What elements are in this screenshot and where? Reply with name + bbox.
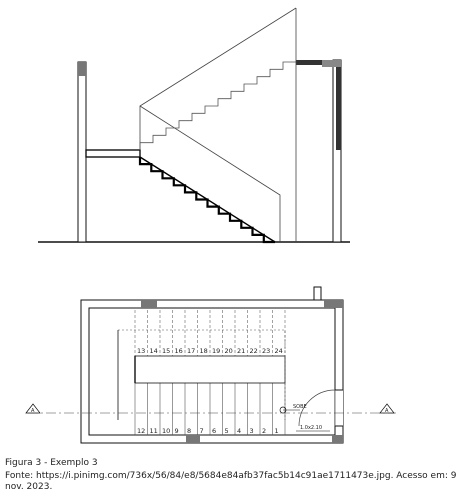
step-number: 18 — [199, 347, 208, 355]
step-number: 19 — [212, 347, 221, 355]
step-number: 17 — [187, 347, 196, 355]
top-slab-cut — [322, 60, 341, 67]
lower-handrail — [140, 106, 280, 242]
section-view — [38, 8, 350, 242]
chimney-stub — [314, 287, 321, 300]
section-marker-left — [26, 404, 40, 414]
window-bottom — [186, 435, 200, 443]
step-number: 15 — [162, 347, 171, 355]
section-marker-label: A — [31, 408, 35, 414]
plan-view — [26, 287, 396, 443]
lower-flight-soffit — [140, 157, 275, 242]
section-marker-label: A — [385, 408, 389, 414]
left-wall — [78, 62, 86, 242]
step-number: 20 — [224, 347, 233, 355]
figure-source: Fonte: https://i.pinimg.com/736x/56/84/e8/5684e84afb37fac5b14c91ae1711473e.jpg. Acesso em: 9 nov. 2023. — [5, 471, 457, 492]
window-top — [141, 300, 157, 308]
step-number: 12 — [137, 427, 146, 435]
step-number: 1 — [274, 427, 279, 435]
step-number: 13 — [137, 347, 146, 355]
door-opening — [335, 390, 343, 426]
step-number: 21 — [237, 347, 246, 355]
upper-flight-steps — [140, 62, 296, 150]
left-wall-cap — [78, 62, 86, 76]
step-number: 22 — [249, 347, 258, 355]
door-label: 1.0x2.10 — [300, 425, 323, 431]
step-number: 5 — [224, 427, 229, 435]
step-number: 11 — [149, 427, 158, 435]
step-number: 8 — [187, 427, 192, 435]
step-number: 3 — [249, 427, 254, 435]
figure-title: Figura 3 - Exemplo 3 — [5, 458, 98, 468]
section-marker-right — [380, 404, 394, 414]
step-number: 14 — [149, 347, 158, 355]
step-number: 6 — [212, 427, 217, 435]
landing-slab — [86, 150, 140, 157]
wall-corner-top — [324, 300, 343, 308]
upper-handrail — [140, 8, 296, 150]
step-number: 10 — [162, 427, 171, 435]
wall-corner-bottom — [332, 435, 343, 443]
step-number: 7 — [199, 427, 204, 435]
step-number: 9 — [174, 427, 179, 435]
step-number: 23 — [262, 347, 271, 355]
step-number: 4 — [237, 427, 242, 435]
step-number: 24 — [274, 347, 283, 355]
lower-step-numbers — [137, 427, 279, 435]
stair-well — [135, 356, 285, 383]
step-number: 16 — [174, 347, 183, 355]
step-number: 2 — [262, 427, 267, 435]
direction-label: SOBE — [293, 404, 307, 410]
